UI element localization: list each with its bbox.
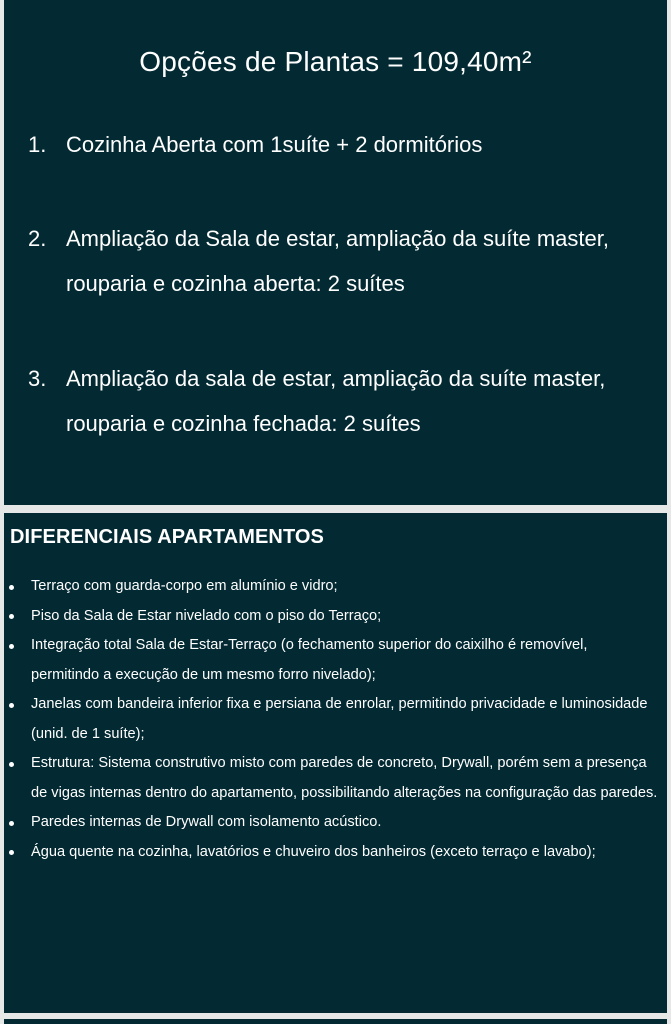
bullet-icon — [9, 703, 14, 708]
plan-option-text: Ampliação da sala de estar, ampliação da suíte master, rouparia e cozinha fechada: 2 suítes — [66, 366, 606, 436]
differential-text: Janelas com bandeira inferior fixa e persiana de enrolar, permitindo privacidade e luminosidade (unid. de 1 suíte); — [31, 696, 648, 742]
plan-option-text: Ampliação da Sala de estar, ampliação da suíte master, rouparia e cozinha aberta: 2 suítes — [66, 226, 609, 296]
plan-option-3 — [28, 356, 638, 446]
plan-option-number: 2. — [28, 226, 47, 251]
differential-text: Estrutura: Sistema construtivo misto com paredes de concreto, Drywall, porém sem a presença de vigas internas dentro do apartamento, possibilitando alterações na configuração das paredes. — [31, 755, 658, 801]
bullet-icon — [9, 821, 14, 826]
plan-option-number: 1. — [28, 132, 47, 157]
plan-option-1 — [28, 122, 638, 167]
bullet-icon — [9, 585, 14, 590]
bullet-icon — [9, 644, 14, 649]
differential-text: Terraço com guarda-corpo em alumínio e vidro; — [31, 578, 338, 594]
plan-options-title: Opções de Plantas = 109,40m² — [139, 46, 532, 77]
plan-option-text: Cozinha Aberta com 1suíte + 2 dormitórios — [66, 132, 483, 157]
differentials-list — [4, 572, 667, 867]
differential-text: Água quente na cozinha, lavatórios e chuveiro dos banheiros (exceto terraço e lavabo); — [31, 843, 596, 860]
differential-item-drywall — [4, 808, 667, 838]
differential-text: Piso da Sala de Estar nivelado com o piso do Terraço; — [31, 607, 382, 624]
differential-item-floor — [4, 602, 667, 632]
differential-item-hot-water — [4, 838, 667, 868]
bullet-icon — [9, 614, 14, 619]
apartment-differentials-panel — [4, 513, 667, 1013]
bullet-icon — [9, 762, 14, 767]
differential-item-structure — [4, 749, 667, 808]
bullet-icon — [9, 850, 14, 855]
differential-item-integration — [4, 631, 667, 690]
differential-text: Integração total Sala de Estar-Terraço (o fechamento superior do caixilho é removível, permitindo a execução de um mesmo forro nivelado); — [31, 637, 588, 683]
differentials-title: DIFERENCIAIS APARTAMENTOS — [10, 526, 324, 548]
floor-plan-options-panel — [4, 0, 667, 505]
differential-item-windows — [4, 690, 667, 749]
differential-item-terrace — [4, 572, 667, 602]
next-panel-edge — [4, 1019, 667, 1024]
plan-option-number: 3. — [28, 366, 47, 391]
differential-text: Paredes internas de Drywall com isolamento acústico. — [31, 814, 382, 830]
plan-option-2 — [28, 216, 638, 306]
